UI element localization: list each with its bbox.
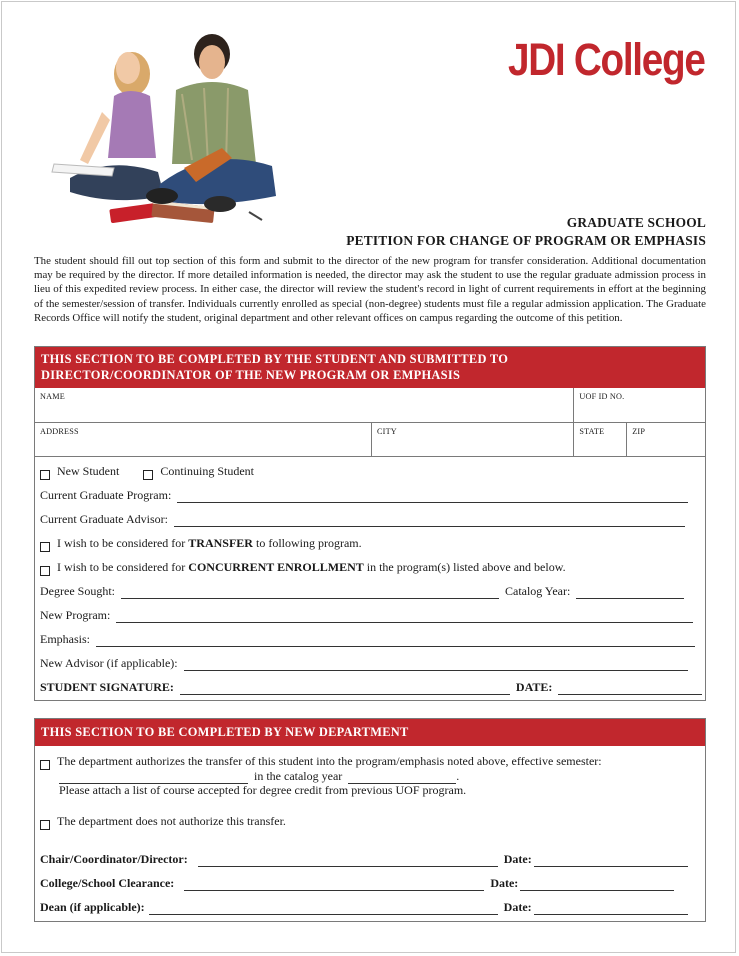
semester-row	[59, 769, 459, 784]
current-program-input[interactable]	[177, 491, 688, 503]
not-authorize-row	[40, 814, 286, 829]
new-student-label: New Student	[57, 464, 120, 478]
dean-input[interactable]	[149, 903, 498, 915]
attach-text: Please attach a list of course accepted for degree credit from previous UOF program.	[59, 783, 467, 797]
students-photo	[44, 28, 292, 234]
date-label: DATE:	[515, 680, 553, 694]
department-section-header: THIS SECTION TO BE COMPLETED BY NEW DEPARTMENT	[35, 719, 705, 746]
student-signature-input[interactable]	[180, 683, 510, 695]
new-program-label: New Program:	[40, 608, 111, 622]
dean-label: Dean (if applicable):	[40, 900, 145, 914]
city-label: CITY	[376, 427, 397, 436]
new-advisor-row	[40, 656, 688, 671]
address-field[interactable]	[35, 423, 372, 457]
transfer-bold: TRANSFER	[188, 536, 253, 550]
clearance-input[interactable]	[184, 879, 484, 891]
date-input[interactable]	[558, 683, 702, 695]
current-advisor-input[interactable]	[174, 515, 685, 527]
degree-row	[40, 584, 684, 599]
student-signature-label: STUDENT SIGNATURE:	[40, 680, 174, 694]
transfer-text-end: to following program.	[252, 536, 362, 550]
transfer-row	[40, 536, 362, 551]
name-row	[35, 388, 705, 423]
graduate-school-heading: GRADUATE SCHOOL	[566, 215, 706, 230]
signature-row	[40, 680, 702, 695]
chair-label: Chair/Coordinator/Director:	[40, 852, 188, 866]
new-program-row	[40, 608, 693, 623]
uof-id-label: UOF ID NO.	[579, 392, 625, 401]
dean-date-input[interactable]	[534, 903, 688, 915]
name-field[interactable]	[35, 388, 574, 423]
current-advisor-label: Current Graduate Advisor:	[40, 512, 168, 526]
concurrent-checkbox[interactable]	[40, 566, 50, 576]
dean-date-label: Date:	[503, 900, 532, 914]
current-program-label: Current Graduate Program:	[40, 488, 172, 502]
chair-date-input[interactable]	[534, 855, 688, 867]
uof-id-field[interactable]	[574, 388, 705, 423]
new-student-checkbox[interactable]	[40, 470, 50, 480]
zip-label: ZIP	[632, 427, 646, 436]
department-section	[34, 718, 706, 922]
college-logo: JDI College	[508, 34, 705, 85]
chair-row	[40, 852, 688, 867]
emphasis-input[interactable]	[96, 635, 695, 647]
catalog-year-text: in the catalog year	[254, 769, 343, 783]
student-section	[34, 346, 706, 701]
state-field[interactable]	[574, 423, 627, 457]
attach-row	[59, 783, 466, 798]
period: .	[456, 769, 460, 783]
city-field[interactable]	[372, 423, 574, 457]
zip-field[interactable]	[627, 423, 705, 457]
name-label: NAME	[40, 392, 65, 401]
not-authorize-checkbox[interactable]	[40, 820, 50, 830]
emphasis-row	[40, 632, 695, 647]
degree-sought-label: Degree Sought:	[40, 584, 115, 598]
catalog-year-input[interactable]	[576, 587, 684, 599]
student-section-header	[35, 347, 705, 388]
current-advisor-row	[40, 512, 685, 527]
continuing-student-label: Continuing Student	[160, 464, 255, 478]
instructions-paragraph: The student should fill out top section of this form and submit to the director of the new program for transfer consideration. Additional documentation may be required by the director. If more detailed information is needed, the director may ask the student to use the regular graduate admission process in lieu of this expedited review process. In either case, the director will review the student's record in light of current requirements in effort at the beginning of the semester/session of transfer. Individuals currently enrolled as special (non-degree) students must file a regular admission application. The Graduate Records Office will notify the student, original department and other relevant offices on campus regarding the outcome of this petition.	[34, 255, 706, 324]
address-row	[35, 423, 705, 457]
clearance-date-input[interactable]	[520, 879, 674, 891]
authorize-checkbox[interactable]	[40, 760, 50, 770]
transfer-text: I wish to be considered for	[57, 536, 189, 550]
current-program-row	[40, 488, 688, 503]
student-section-heading-2: DIRECTOR/COORDINATOR OF THE NEW PROGRAM OR EMPHASIS	[41, 367, 461, 382]
transfer-checkbox[interactable]	[40, 542, 50, 552]
student-section-heading-1: THIS SECTION TO BE COMPLETED BY THE STUDENT AND SUBMITTED TO	[41, 352, 509, 366]
new-advisor-label: New Advisor (if applicable):	[40, 656, 178, 670]
new-program-input[interactable]	[116, 611, 693, 623]
student-type-row	[40, 464, 254, 479]
chair-input[interactable]	[198, 855, 498, 867]
authorize-row	[40, 754, 602, 769]
authorize-text: The department authorizes the transfer of this student into the program/emphasis noted above, effective semester:	[57, 754, 602, 768]
state-label: STATE	[579, 427, 605, 436]
concurrent-row	[40, 560, 566, 575]
dean-row	[40, 900, 688, 915]
concurrent-bold: CONCURRENT ENROLLMENT	[188, 560, 364, 574]
petition-heading: PETITION FOR CHANGE OF PROGRAM OR EMPHASIS	[346, 233, 706, 248]
clearance-date-label: Date:	[490, 876, 519, 890]
clearance-row	[40, 876, 674, 891]
form-title	[346, 214, 706, 250]
emphasis-label: Emphasis:	[40, 632, 90, 646]
continuing-student-checkbox[interactable]	[143, 470, 153, 480]
concurrent-text-end: in the program(s) listed above and below.	[363, 560, 566, 574]
clearance-label: College/School Clearance:	[40, 876, 175, 890]
concurrent-text: I wish to be considered for	[57, 560, 189, 574]
chair-date-label: Date:	[503, 852, 532, 866]
not-authorize-text: The department does not authorize this transfer.	[57, 814, 286, 828]
degree-sought-input[interactable]	[121, 587, 499, 599]
new-advisor-input[interactable]	[184, 659, 688, 671]
catalog-year-label: Catalog Year:	[504, 584, 571, 598]
address-label: ADDRESS	[40, 427, 79, 436]
